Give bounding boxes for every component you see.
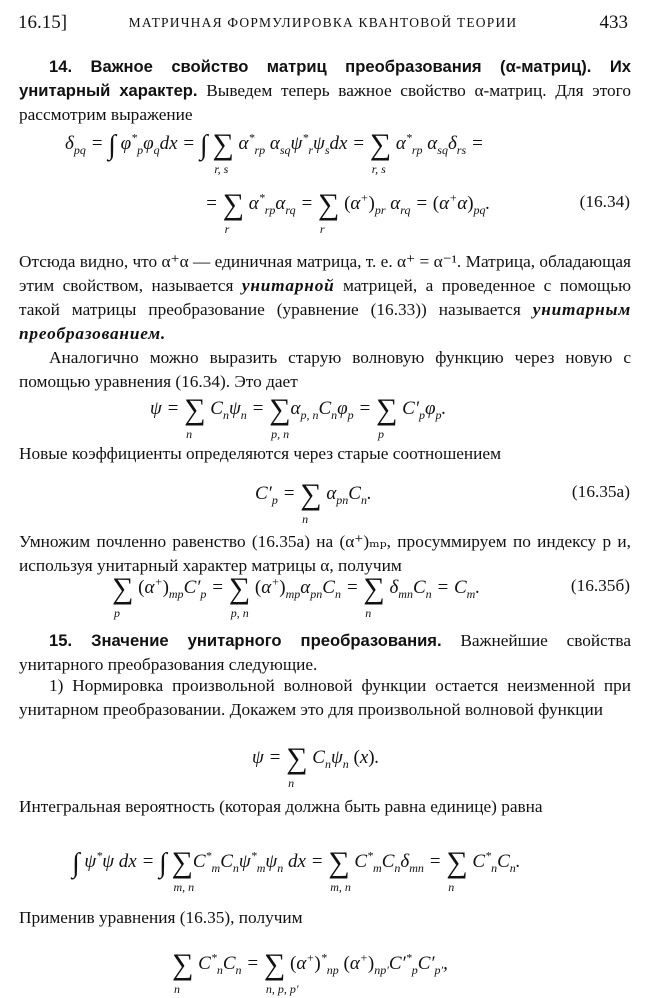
term-unitary: унитарной <box>241 276 335 295</box>
paragraph-new-coefficients: Новые коэффициенты определяются через старые соотношением <box>19 444 502 463</box>
paragraph-old-wavefunction: Аналогично можно выразить старую волновую функцию через новую с помощью уравнения (16.34). Это дает <box>19 348 631 391</box>
paragraph-multiply: Умножим почленно равенство (16.35а) на (α⁺)ₘₚ, просуммируем по индексу p и, используя унитарный характер матрицы α, получим <box>19 532 631 575</box>
section-14-text: Выведем теперь важное свойство α-матриц. Для этого рассмотрим выражение <box>19 81 631 124</box>
paragraph-integral-probability: Интегральная вероятность (которая должна быть равна единице) равна <box>19 797 543 816</box>
page-number: 433 <box>599 12 628 33</box>
running-title: МАТРИЧНАЯ ФОРМУЛИРОВКА КВАНТОВОЙ ТЕОРИИ <box>128 15 518 30</box>
equation-number-16-35a: (16.35а) <box>571 482 630 501</box>
equation-16-34-line-1: $\delta_{pq}$ = ∫ $\varphi^*_p\varphi_qdx$ = ∫ ∑ r, s $\alpha^*_{rp}$ $\alpha_{sq}\psi^*_r\psi_sdx$ = ∑ r, s $\alpha^*_{rp}$ $\alpha_{sq}\delta_{rs}$ = <box>65 128 484 176</box>
section-15-heading: 15. Значение унитарного преобразования. <box>49 631 442 650</box>
paragraph-applying: Применив уравнения (16.35), получим <box>19 908 303 927</box>
equation-number-16-34: (16.34) <box>579 192 630 211</box>
paragraph-unitary-definition: Отсюда видно, что α⁺α — единичная матрица, т. е. α⁺ = α⁻¹. Матрица, обладающая этим свойством, называется унитарной матрицей, а проведенное с помощью такой матрицы преобразование (уравнение (16.33)) называется унитарным преобразованием. <box>19 252 631 343</box>
term-unitary-transformation: унитарным преобразованием. <box>19 300 631 343</box>
section-14-intro <box>19 55 631 127</box>
section-14-heading: 14. Важное свойство матриц преобразования (α-матриц). Их унитарный характер. <box>19 57 631 100</box>
section-15-intro: 15. Значение унитарного преобразования. Важнейшие свойства унитарного преобразования следующие. <box>19 631 631 674</box>
page-header <box>18 12 628 42</box>
paragraph-normalization: 1) Нормировка произвольной волновой функции остается неизменной при унитарном преобразовании. Докажем это для произвольной волновой функции <box>19 676 631 719</box>
section-number: 16.15] <box>18 12 68 33</box>
equation-16-34-line-2: = ∑ r $\alpha^*_{rp}\alpha_{rq}$ = ∑ r $(\alpha^+)_{pr}$ $\alpha_{rq} = (\alpha^+\alpha)_{pq}$. <box>205 188 491 236</box>
equation-number-16-35b: (16.35б) <box>570 576 630 595</box>
